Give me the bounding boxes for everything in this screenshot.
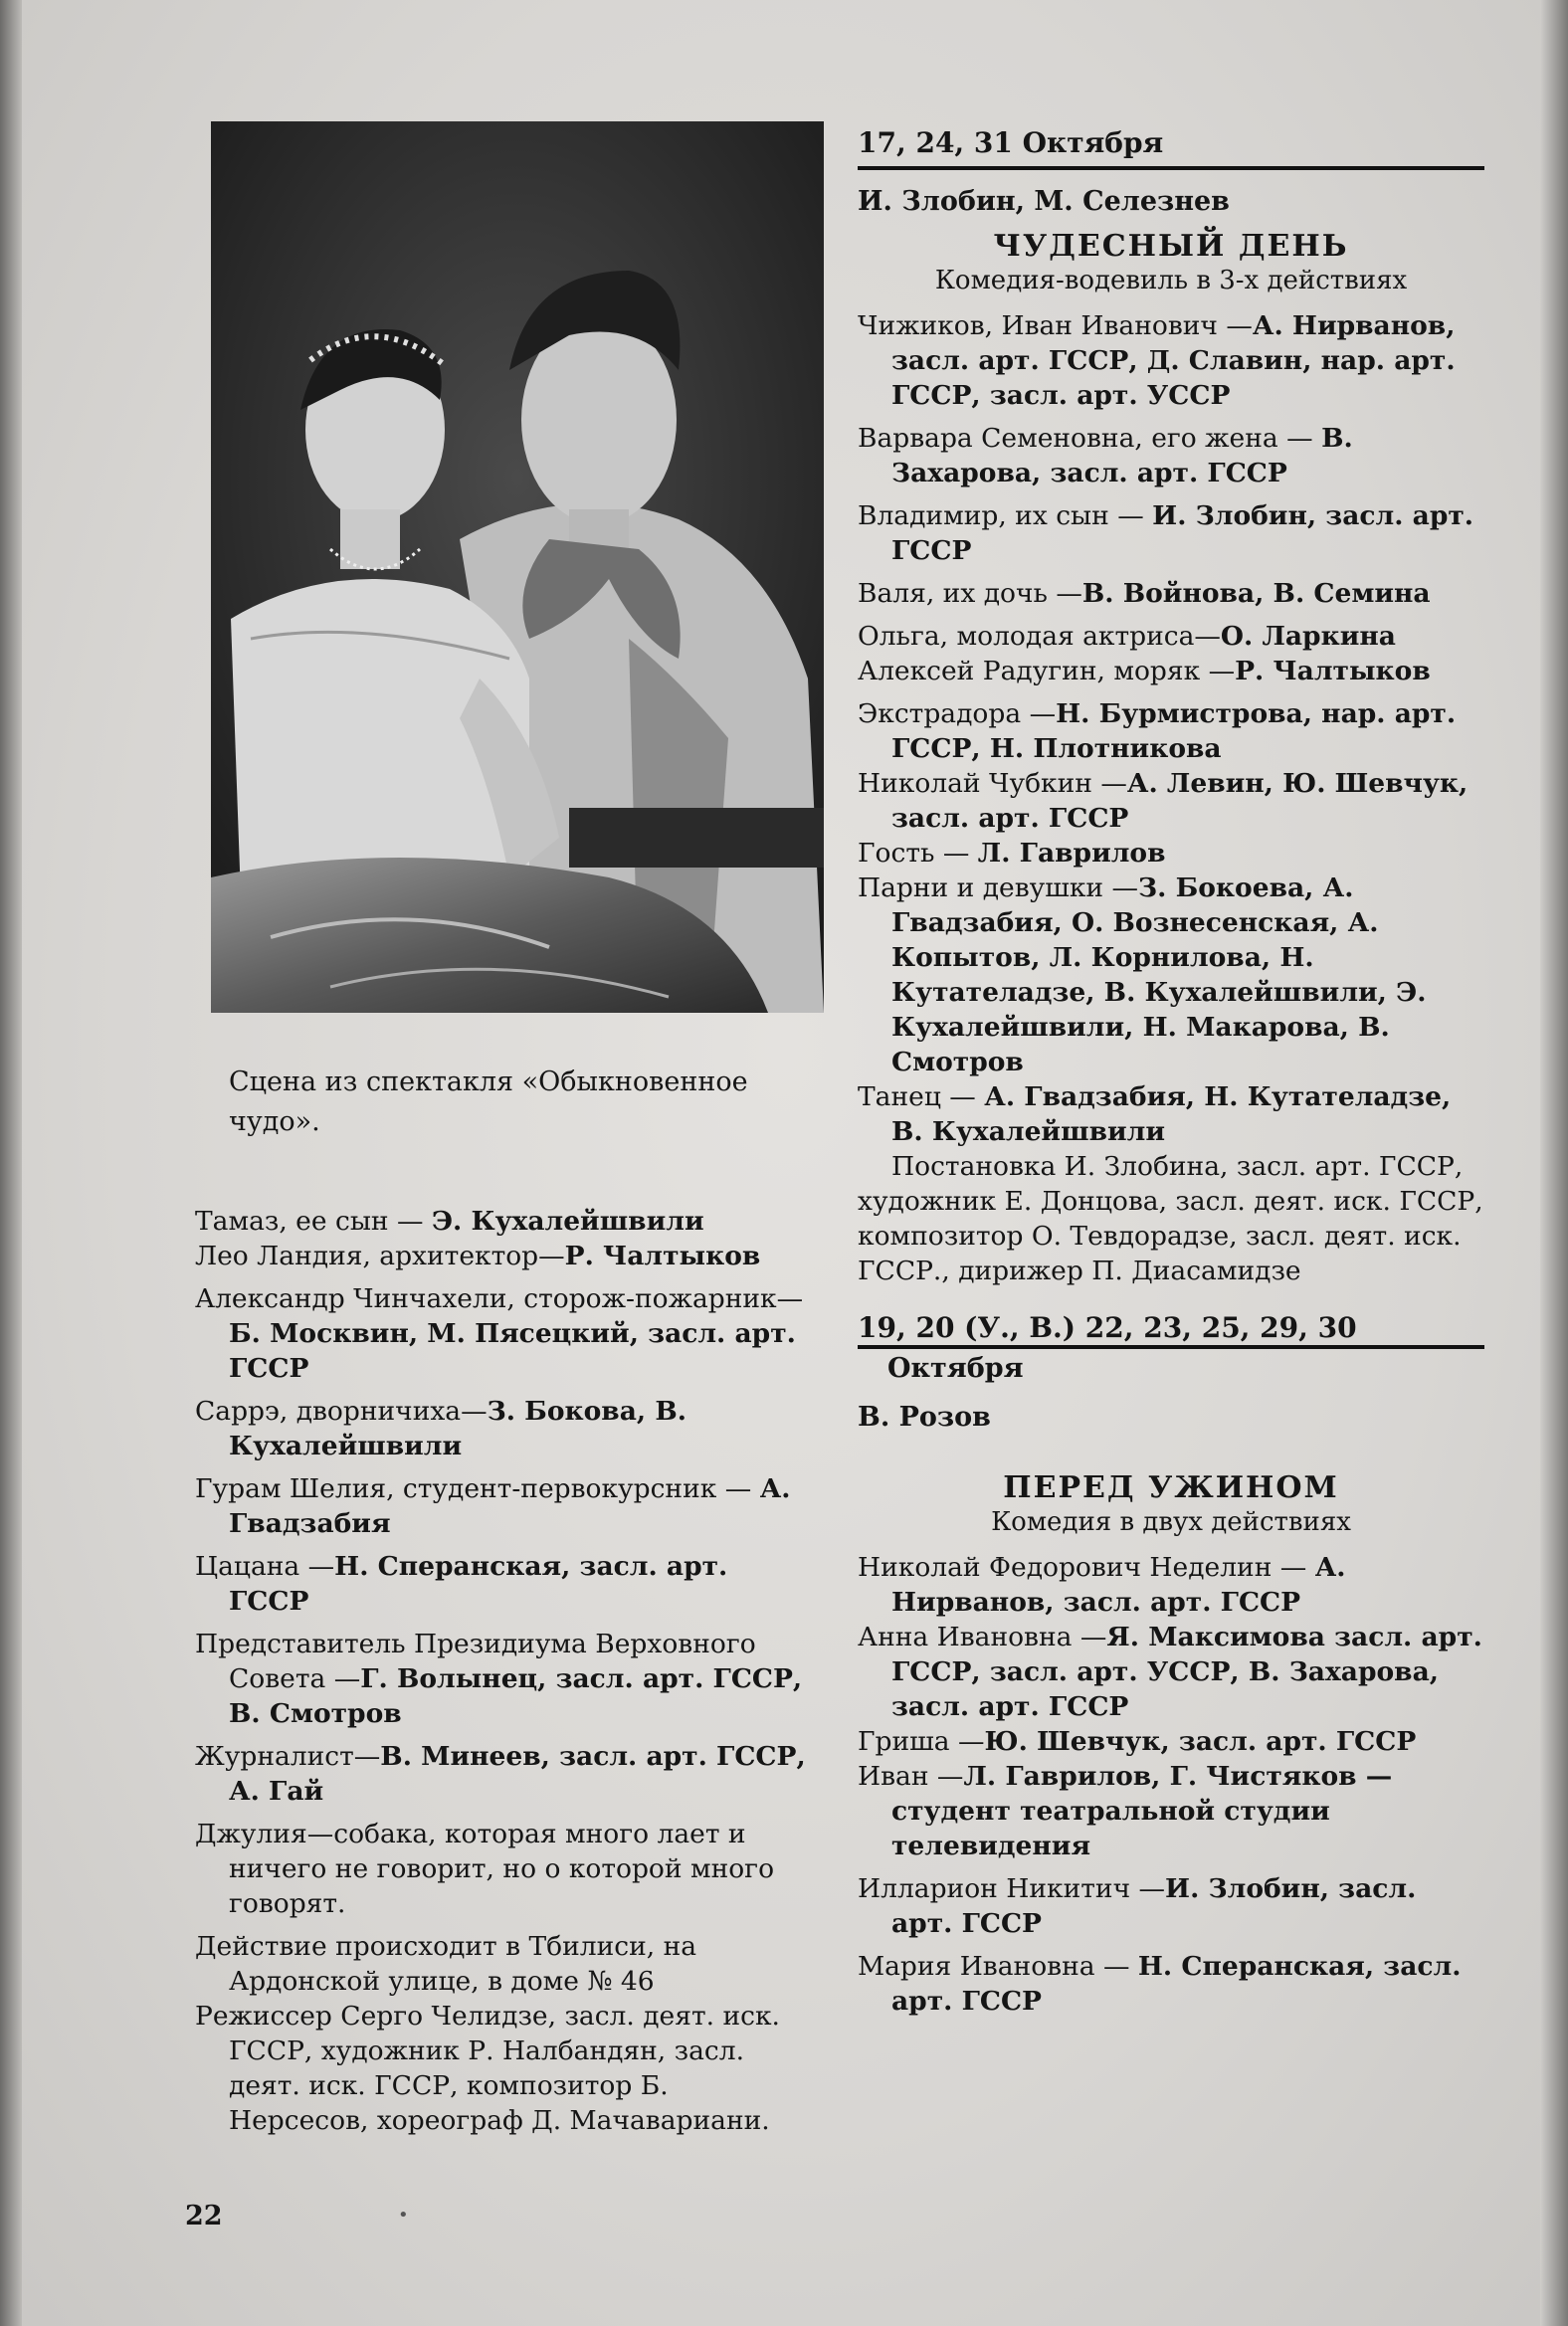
cast-line: Илларион Никитич —И. Злобин, засл. арт. ГССР: [858, 1873, 1417, 1939]
cast-line: Цацана —Н. Сперанская, засл. арт. ГССР: [195, 1551, 728, 1617]
cast-line: Чижиков, Иван Иванович —А. Нирванов, засл. арт. ГССР, Д. Славин, нар. арт. ГССР, засл. арт. УССР: [858, 310, 1456, 411]
cast-line: Гость — Л. Гаврилов: [858, 838, 1166, 869]
page-number: 22: [185, 2201, 223, 2231]
play1-dates: 17, 24, 31 Октября: [858, 125, 1484, 170]
play1-title: ЧУДЕСНЫЙ ДЕНЬ: [993, 229, 1349, 264]
play2-title: ПЕРЕД УЖИНОМ: [1003, 1470, 1339, 1505]
cast-line: Парни и девушки —З. Бокоева, А. Гвадзабия, О. Вознесенская, А. Копытов, Л. Корнилова, Н. Кутателадзе, В. Кухалейшвили, Э. Кухалейшвили, Н. Макарова, В. Смотров: [858, 872, 1427, 1077]
cast-line: Гриша —Ю. Шевчук, засл. арт. ГССР: [858, 1726, 1417, 1757]
cast-line: Александр Чинчахели, сторож-пожарник—Б. Москвин, М. Пясецкий, засл. арт. ГССР: [195, 1283, 804, 1384]
play2-subtitle: Комедия в двух действиях: [991, 1507, 1351, 1537]
play2-author: В. Розов: [858, 1402, 991, 1433]
play1-credits: Постановка И. Злобина, засл. арт. ГССР, художник Е. Донцова, засл. деят. иск. ГССР, композитор О. Тевдорадзе, засл. деят. иск. ГССР., дирижер П. Диасамидзе: [858, 1151, 1483, 1286]
photo-illustration: [211, 121, 824, 1013]
cast-line: Валя, их дочь —В. Войнова, В. Семина: [858, 578, 1431, 609]
cast-line: Гурам Шелия, студент-первокурсник — А. Гвадзабия: [195, 1473, 791, 1539]
cast-line: Саррэ, дворничиха—З. Бокова, В. Кухалейшвили: [195, 1396, 686, 1461]
cast-line: Иван —Л. Гаврилов, Г. Чистяков — студент театральной студии телевидения: [858, 1761, 1393, 1861]
photo-caption: Сцена из спектакля «Обыкновенное чудо».: [229, 1066, 748, 1137]
cast-line: Алексей Радугин, моряк —Р. Чалтыков: [858, 656, 1431, 686]
cast-line: Николай Федорович Неделин — А. Нирванов, засл. арт. ГССР: [858, 1552, 1346, 1618]
print-mark-icon: •: [398, 2205, 409, 2226]
right-column: [858, 125, 1484, 2019]
cast-line: Тамаз, ее сын — Э. Кухалейшвили: [195, 1206, 704, 1237]
left-page-edge: [0, 0, 22, 2326]
right-page-edge: [1540, 0, 1568, 2326]
cast-line: Ольга, молодая актриса—О. Ларкина: [858, 621, 1396, 652]
cast-line: Представитель Президиума Верховного Совета —Г. Волынец, засл. арт. ГССР, В. Смотров: [195, 1629, 803, 1729]
cast-line: Анна Ивановна —Я. Максимова засл. арт. ГССР, засл. арт. УССР, В. Захарова, засл. арт. ГССР: [858, 1622, 1482, 1722]
cast-line: Владимир, их сын — И. Злобин, засл. арт. ГССР: [858, 500, 1474, 566]
cast-line: Экстрадора —Н. Бурмистрова, нар. арт. ГССР, Н. Плотникова: [858, 698, 1457, 764]
play1-subtitle: Комедия-водевиль в 3-х действиях: [934, 266, 1408, 295]
play2-dates: 19, 20 (У., В.) 22, 23, 25, 29, 30: [858, 1311, 1357, 1344]
play1-author: И. Злобин, М. Селезнев: [858, 186, 1230, 217]
cast-line: Николай Чубкин —А. Левин, Ю. Шевчук, засл. арт. ГССР: [858, 768, 1469, 834]
cast-line: Журналист—В. Минеев, засл. арт. ГССР, А. Гай: [195, 1741, 806, 1807]
scene-photo: [211, 121, 824, 1013]
setting-line: Действие происходит в Тбилиси, на Ардонской улице, в доме № 46: [195, 1931, 697, 1997]
cast-line: Танец — А. Гвадзабия, Н. Кутателадзе, В. Кухалейшвили: [858, 1081, 1452, 1147]
left-column: [195, 1204, 807, 2138]
cast-line: Лео Ландия, архитектор—Р. Чалтыков: [195, 1241, 761, 1271]
play2-month: Октября: [858, 1345, 1484, 1386]
cast-line: Варвара Семеновна, его жена — В. Захарова, засл. арт. ГССР: [858, 423, 1353, 488]
note-line: Джулия—собака, которая много лает и ничего не говорит, но о которой много говорят.: [195, 1819, 775, 1919]
cast-line: Мария Ивановна — Н. Сперанская, засл. арт. ГССР: [858, 1951, 1462, 2017]
credits-line: Режиссер Серго Челидзе, засл. деят. иск. ГССР, художник Р. Налбандян, засл. деят. иск. ГССР, композитор Б. Нерсесов, хореограф Д. Мачавариани.: [195, 2001, 780, 2136]
